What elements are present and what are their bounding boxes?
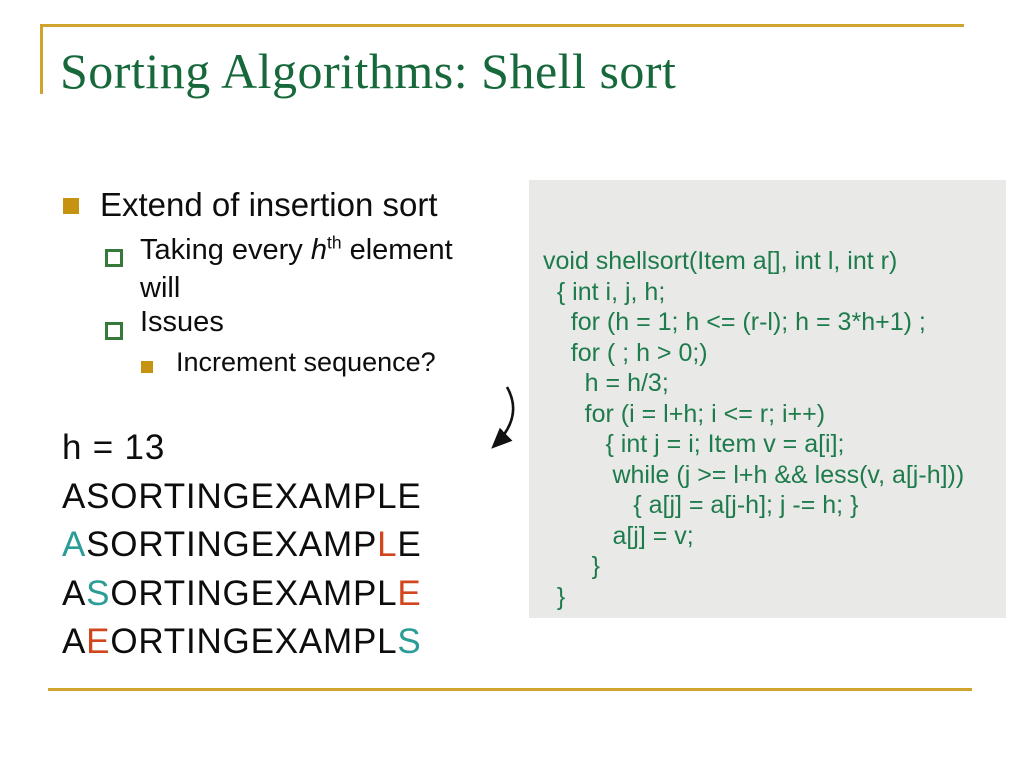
code-line: { a[j] = a[j-h]; j -= h; } bbox=[543, 491, 859, 519]
code-line: } bbox=[543, 552, 600, 580]
trace-letter-run: S bbox=[397, 622, 422, 661]
bullet-square-icon bbox=[63, 198, 79, 214]
bullet-hollow-square-icon bbox=[105, 322, 123, 340]
trace-rows bbox=[62, 473, 422, 667]
bullet-sub3-label: Increment sequence? bbox=[176, 347, 436, 377]
code-line: h = h/3; bbox=[543, 369, 669, 397]
code-line: while (j >= l+h && less(v, a[j-h])) bbox=[543, 460, 965, 489]
bullet-sub1-suffix: element bbox=[341, 234, 453, 266]
code-line: void shellsort(Item a[], int l, int r) bbox=[543, 247, 898, 275]
trace-letter-run: L bbox=[377, 525, 398, 564]
trace-letter-run: A bbox=[62, 622, 87, 661]
code-block bbox=[543, 246, 964, 612]
trace-letter-run: A bbox=[62, 573, 87, 613]
trace-letter-run: E bbox=[397, 525, 422, 564]
shell-sort-trace bbox=[62, 424, 422, 667]
trace-letter-run: A bbox=[62, 525, 87, 564]
bullet-hollow-square-icon bbox=[105, 249, 123, 267]
bullet-sub1-label bbox=[140, 231, 453, 307]
trace-row bbox=[62, 473, 422, 522]
title-rule-left bbox=[40, 24, 43, 94]
code-line: } bbox=[543, 582, 566, 611]
trace-row bbox=[62, 570, 422, 619]
bullet-sub1-variable: h bbox=[310, 234, 327, 266]
code-line: { int j = i; Item v = a[i]; bbox=[543, 430, 845, 458]
bullet-square-icon bbox=[141, 361, 153, 373]
trace-letter-run: ORTINGEXAMPL bbox=[110, 573, 398, 613]
bullet-sub1-prefix: Taking every bbox=[140, 234, 311, 266]
bullet-main-label: Extend of insertion sort bbox=[100, 186, 438, 223]
trace-row bbox=[62, 618, 422, 667]
trace-row bbox=[62, 521, 422, 570]
trace-letter-run: ASORTINGEXAMPLE bbox=[62, 476, 422, 516]
code-line: a[j] = v; bbox=[543, 521, 694, 550]
code-line: for (i = l+h; i <= r; i++) bbox=[543, 399, 826, 428]
trace-letter-run: S bbox=[86, 573, 111, 613]
code-panel bbox=[529, 180, 1006, 618]
bullet-sub1-line2: will bbox=[140, 272, 181, 304]
trace-letter-run: E bbox=[397, 573, 422, 613]
trace-letter-run: SORTINGEXAMP bbox=[86, 525, 378, 564]
code-line: for ( ; h > 0;) bbox=[543, 338, 708, 367]
footer-rule bbox=[48, 688, 972, 691]
bullet-sub1-superscript: th bbox=[327, 232, 342, 253]
code-line: { int i, j, h; bbox=[543, 277, 666, 306]
trace-letter-run: ORTINGEXAMPL bbox=[110, 622, 398, 661]
curved-arrow-icon bbox=[478, 383, 524, 461]
bullet-sub2-label: Issues bbox=[140, 306, 224, 338]
code-line: for (h = 1; h <= (r-l); h = 3*h+1) ; bbox=[543, 308, 926, 336]
title-rule-top bbox=[40, 24, 964, 27]
h-value-label: h = 13 bbox=[62, 428, 166, 467]
page-title: Sorting Algorithms: Shell sort bbox=[60, 43, 677, 99]
trace-letter-run: E bbox=[86, 622, 111, 661]
